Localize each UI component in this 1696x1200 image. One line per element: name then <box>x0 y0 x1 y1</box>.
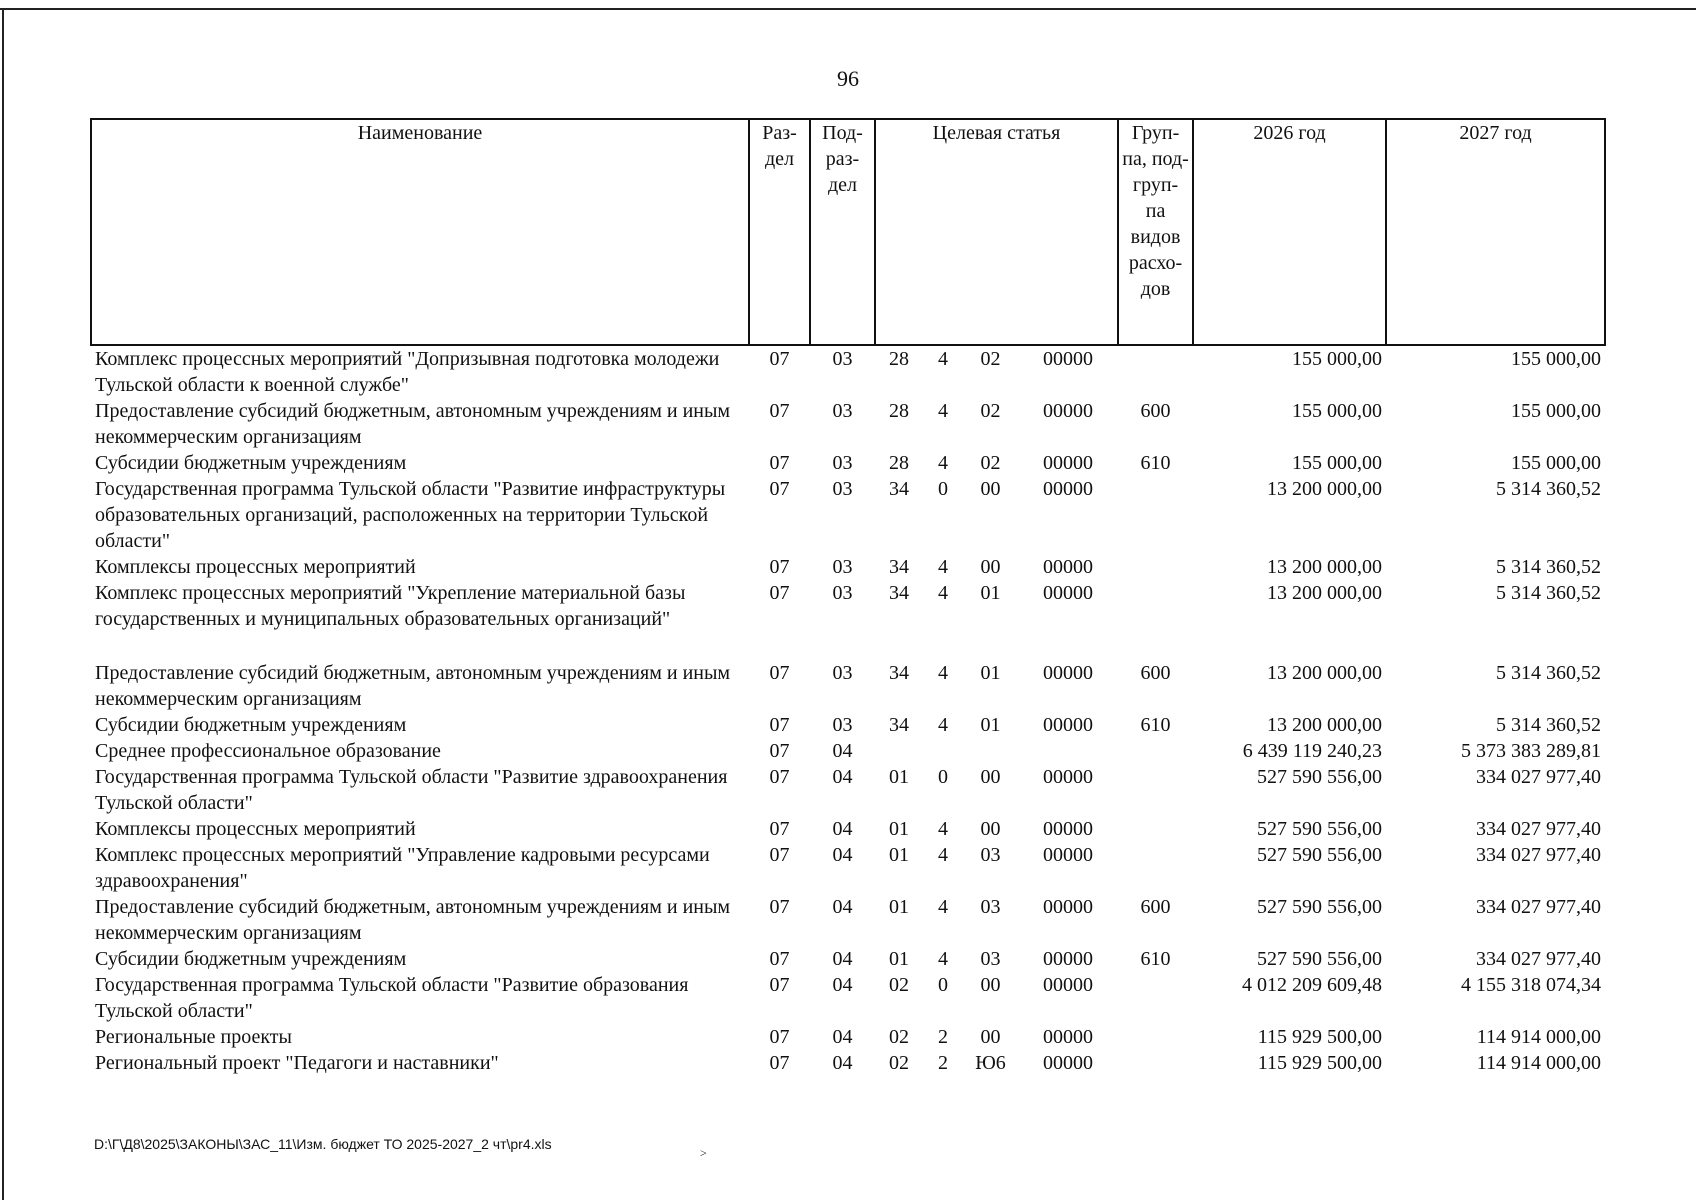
row-target-program: 01 <box>889 818 909 840</box>
row-podrazdel: 03 <box>832 582 853 604</box>
row-expense-group <box>1118 842 1193 894</box>
row-expense-group <box>1118 738 1193 764</box>
row-target-type: 2 <box>938 1052 948 1074</box>
row-expense-group <box>1118 476 1193 554</box>
row-expense-group <box>1118 1050 1193 1076</box>
row-amount-2027: 155 000,00 <box>1511 348 1602 370</box>
row-name: Комплекс процессных мероприятий "Укрепление материальной базы государственных и муниципальных образовательных организаций" <box>95 582 686 630</box>
row-amount-2027: 5 314 360,52 <box>1496 662 1602 684</box>
row-razdel: 07 <box>769 766 790 788</box>
row-podrazdel: 04 <box>832 896 853 918</box>
row-amount-2026: 13 200 000,00 <box>1267 478 1383 500</box>
row-razdel: 07 <box>769 582 790 604</box>
row-target-program: 34 <box>889 556 909 578</box>
row-target-program: 02 <box>889 974 909 996</box>
row-name: Региональные проекты <box>95 1026 292 1048</box>
row-name: Государственная программа Тульской области "Развитие инфраструктуры образовательных организаций, расположенных на территории Тульской области" <box>95 478 726 552</box>
row-target-type: 2 <box>938 1026 948 1048</box>
table-row <box>91 476 1605 554</box>
row-target-type: 4 <box>938 662 948 684</box>
row-target-type: 4 <box>938 714 948 736</box>
row-target-program: 01 <box>889 766 909 788</box>
row-target-complex: 02 <box>980 348 1001 370</box>
header-year-2027: 2027 год <box>1386 119 1605 345</box>
row-podrazdel: 04 <box>832 818 853 840</box>
row-podrazdel: 04 <box>832 740 853 762</box>
table-header <box>91 119 1605 345</box>
row-expense-group: 610 <box>1140 452 1171 474</box>
row-expense-group: 600 <box>1140 400 1171 422</box>
row-razdel: 07 <box>769 714 790 736</box>
row-target-type: 4 <box>938 896 948 918</box>
row-target-type: 4 <box>938 348 948 370</box>
row-expense-group <box>1118 580 1193 660</box>
row-target-program: 28 <box>889 452 909 474</box>
header-name: Наименование <box>91 119 749 345</box>
row-target-direction: 00000 <box>1043 818 1094 840</box>
table-row <box>91 554 1605 580</box>
header-podrazdel: Под- раз- дел <box>810 119 875 345</box>
row-amount-2026: 527 590 556,00 <box>1257 948 1383 970</box>
row-amount-2027: 155 000,00 <box>1511 452 1602 474</box>
row-target-direction: 00000 <box>1043 896 1094 918</box>
row-expense-group: 610 <box>1140 948 1171 970</box>
row-razdel: 07 <box>769 452 790 474</box>
table-row <box>91 1024 1605 1050</box>
row-podrazdel: 03 <box>832 478 853 500</box>
row-target-direction: 00000 <box>1043 400 1094 422</box>
row-target-type: 4 <box>938 582 948 604</box>
row-amount-2026: 155 000,00 <box>1292 452 1383 474</box>
row-amount-2027: 5 314 360,52 <box>1496 714 1602 736</box>
row-target-direction: 00000 <box>1043 556 1094 578</box>
table-row <box>91 345 1605 398</box>
row-podrazdel: 04 <box>832 766 853 788</box>
row-target-direction: 00000 <box>1043 1026 1094 1048</box>
row-amount-2027: 4 155 318 074,34 <box>1461 974 1602 996</box>
header-expense-group: Груп- па, под- груп- па видов расхо- дов <box>1118 119 1193 345</box>
row-amount-2026: 13 200 000,00 <box>1267 582 1383 604</box>
row-expense-group: 600 <box>1140 662 1171 684</box>
row-name: Государственная программа Тульской области "Развитие образования Тульской области" <box>95 974 689 1022</box>
row-name: Комплекс процессных мероприятий "Допризывная подготовка молодежи Тульской области к военной службе" <box>95 348 720 396</box>
row-target-direction: 00000 <box>1043 582 1094 604</box>
header-target-article: Целевая статья <box>875 119 1118 345</box>
row-expense-group <box>1118 1024 1193 1050</box>
row-amount-2026: 527 590 556,00 <box>1257 766 1383 788</box>
table-row <box>91 972 1605 1024</box>
row-target-program: 34 <box>889 582 909 604</box>
row-target-direction: 00000 <box>1043 1052 1094 1074</box>
table-row <box>91 712 1605 738</box>
row-name: Комплексы процессных мероприятий <box>95 556 416 578</box>
table-row <box>91 842 1605 894</box>
row-amount-2027: 5 314 360,52 <box>1496 582 1602 604</box>
row-target-direction: 00000 <box>1043 348 1094 370</box>
row-podrazdel: 04 <box>832 1052 853 1074</box>
row-target-direction: 00000 <box>1043 974 1094 996</box>
row-name: Среднее профессиональное образование <box>95 740 441 762</box>
row-target-program: 02 <box>889 1052 909 1074</box>
row-amount-2027: 334 027 977,40 <box>1476 948 1602 970</box>
row-target-complex: 02 <box>980 452 1001 474</box>
row-podrazdel: 04 <box>832 948 853 970</box>
row-name: Предоставление субсидий бюджетным, автономным учреждениям и иным некоммерческим организациям <box>95 662 731 710</box>
row-amount-2026: 13 200 000,00 <box>1267 556 1383 578</box>
row-target-program: 28 <box>889 348 909 370</box>
row-target-complex: 03 <box>980 896 1001 918</box>
row-expense-group <box>1118 554 1193 580</box>
header-razdel: Раз- дел <box>749 119 810 345</box>
row-podrazdel: 03 <box>832 662 853 684</box>
row-expense-group <box>1118 816 1193 842</box>
row-target-type: 4 <box>938 556 948 578</box>
row-amount-2027: 334 027 977,40 <box>1476 766 1602 788</box>
row-podrazdel: 03 <box>832 714 853 736</box>
row-target-direction: 00000 <box>1043 478 1094 500</box>
row-target-type: 4 <box>938 400 948 422</box>
table-row <box>91 738 1605 764</box>
row-target-program: 34 <box>889 662 909 684</box>
row-target-complex <box>963 738 1018 764</box>
row-amount-2027: 5 373 383 289,81 <box>1461 740 1602 762</box>
row-amount-2026: 6 439 119 240,23 <box>1242 740 1383 762</box>
row-amount-2027: 114 914 000,00 <box>1476 1052 1602 1074</box>
row-amount-2027: 334 027 977,40 <box>1476 818 1602 840</box>
row-target-program: 34 <box>889 478 909 500</box>
row-target-program: 01 <box>889 896 909 918</box>
row-amount-2026: 4 012 209 609,48 <box>1242 974 1383 996</box>
row-target-type <box>923 738 963 764</box>
row-target-program: 28 <box>889 400 909 422</box>
row-target-direction: 00000 <box>1043 948 1094 970</box>
budget-table <box>90 118 1606 1076</box>
row-target-complex: 03 <box>980 844 1001 866</box>
row-podrazdel: 03 <box>832 348 853 370</box>
row-target-complex: Ю6 <box>975 1052 1006 1074</box>
row-target-type: 4 <box>938 844 948 866</box>
row-target-type: 4 <box>938 948 948 970</box>
table-row <box>91 764 1605 816</box>
row-amount-2026: 13 200 000,00 <box>1267 714 1383 736</box>
row-target-direction <box>1018 738 1118 764</box>
row-target-complex: 03 <box>980 948 1001 970</box>
table-row <box>91 450 1605 476</box>
row-target-complex: 00 <box>980 818 1001 840</box>
table-row <box>91 1050 1605 1076</box>
row-target-direction: 00000 <box>1043 766 1094 788</box>
row-razdel: 07 <box>769 556 790 578</box>
row-target-complex: 00 <box>980 556 1001 578</box>
row-name: Региональный проект "Педагоги и наставники" <box>95 1052 499 1074</box>
row-expense-group <box>1118 345 1193 398</box>
row-target-complex: 01 <box>980 714 1001 736</box>
row-amount-2027: 5 314 360,52 <box>1496 556 1602 578</box>
scan-mark: ˃ <box>700 1146 707 1160</box>
header-year-2026: 2026 год <box>1193 119 1386 345</box>
row-target-program: 02 <box>889 1026 909 1048</box>
row-amount-2027: 334 027 977,40 <box>1476 844 1602 866</box>
row-target-complex: 00 <box>980 478 1001 500</box>
row-name: Субсидии бюджетным учреждениям <box>95 948 407 970</box>
row-name: Комплекс процессных мероприятий "Управление кадровыми ресурсами здравоохранения" <box>95 844 710 892</box>
row-razdel: 07 <box>769 740 790 762</box>
row-target-type: 0 <box>938 974 948 996</box>
row-amount-2026: 115 929 500,00 <box>1257 1052 1383 1074</box>
row-razdel: 07 <box>769 844 790 866</box>
row-amount-2026: 115 929 500,00 <box>1257 1026 1383 1048</box>
row-amount-2027: 155 000,00 <box>1511 400 1602 422</box>
row-target-program <box>875 738 923 764</box>
row-target-program: 01 <box>889 948 909 970</box>
row-expense-group: 600 <box>1140 896 1171 918</box>
row-expense-group <box>1118 972 1193 1024</box>
row-expense-group <box>1118 764 1193 816</box>
row-razdel: 07 <box>769 1052 790 1074</box>
row-podrazdel: 03 <box>832 556 853 578</box>
row-name: Субсидии бюджетным учреждениям <box>95 714 407 736</box>
row-target-direction: 00000 <box>1043 844 1094 866</box>
row-podrazdel: 04 <box>832 1026 853 1048</box>
row-podrazdel: 04 <box>832 844 853 866</box>
row-target-complex: 00 <box>980 766 1001 788</box>
row-razdel: 07 <box>769 662 790 684</box>
row-podrazdel: 03 <box>832 400 853 422</box>
row-amount-2027: 114 914 000,00 <box>1476 1026 1602 1048</box>
row-target-direction: 00000 <box>1043 452 1094 474</box>
row-amount-2026: 527 590 556,00 <box>1257 896 1383 918</box>
table-row <box>91 580 1605 660</box>
row-target-complex: 01 <box>980 582 1001 604</box>
row-podrazdel: 04 <box>832 974 853 996</box>
row-amount-2026: 155 000,00 <box>1292 400 1383 422</box>
row-expense-group: 610 <box>1140 714 1171 736</box>
file-path-footer: D:\Г\Д8\2025\ЗАКОНЫ\ЗАС_11\Изм. бюджет ТО 2025-2027_2 чт\pr4.xls <box>94 1136 552 1152</box>
row-razdel: 07 <box>769 478 790 500</box>
row-name: Предоставление субсидий бюджетным, автономным учреждениям и иным некоммерческим организациям <box>95 400 731 448</box>
page-number: 96 <box>837 66 859 91</box>
row-target-complex: 00 <box>980 974 1001 996</box>
row-target-type: 0 <box>938 766 948 788</box>
row-target-program: 01 <box>889 844 909 866</box>
row-target-complex: 01 <box>980 662 1001 684</box>
row-target-direction: 00000 <box>1043 714 1094 736</box>
table-row <box>91 894 1605 946</box>
row-target-type: 4 <box>938 818 948 840</box>
row-target-direction: 00000 <box>1043 662 1094 684</box>
row-razdel: 07 <box>769 896 790 918</box>
table-row <box>91 398 1605 450</box>
row-target-complex: 02 <box>980 400 1001 422</box>
table-row <box>91 816 1605 842</box>
row-razdel: 07 <box>769 348 790 370</box>
row-amount-2026: 527 590 556,00 <box>1257 844 1383 866</box>
row-amount-2026: 13 200 000,00 <box>1267 662 1383 684</box>
row-amount-2026: 155 000,00 <box>1292 348 1383 370</box>
row-razdel: 07 <box>769 818 790 840</box>
row-razdel: 07 <box>769 400 790 422</box>
row-amount-2027: 334 027 977,40 <box>1476 896 1602 918</box>
row-amount-2026: 527 590 556,00 <box>1257 818 1383 840</box>
page-frame-left <box>2 8 4 1200</box>
row-razdel: 07 <box>769 974 790 996</box>
table-row <box>91 946 1605 972</box>
row-name: Комплексы процессных мероприятий <box>95 818 416 840</box>
row-target-type: 4 <box>938 452 948 474</box>
row-podrazdel: 03 <box>832 452 853 474</box>
row-name: Субсидии бюджетным учреждениям <box>95 452 407 474</box>
page-frame-top <box>0 8 1696 10</box>
row-razdel: 07 <box>769 1026 790 1048</box>
row-target-type: 0 <box>938 478 948 500</box>
row-razdel: 07 <box>769 948 790 970</box>
table-row <box>91 660 1605 712</box>
row-target-program: 34 <box>889 714 909 736</box>
row-amount-2027: 5 314 360,52 <box>1496 478 1602 500</box>
row-name: Предоставление субсидий бюджетным, автономным учреждениям и иным некоммерческим организациям <box>95 896 731 944</box>
table-body <box>91 345 1605 1076</box>
row-target-complex: 00 <box>980 1026 1001 1048</box>
row-name: Государственная программа Тульской области "Развитие здравоохранения Тульской области" <box>95 766 728 814</box>
